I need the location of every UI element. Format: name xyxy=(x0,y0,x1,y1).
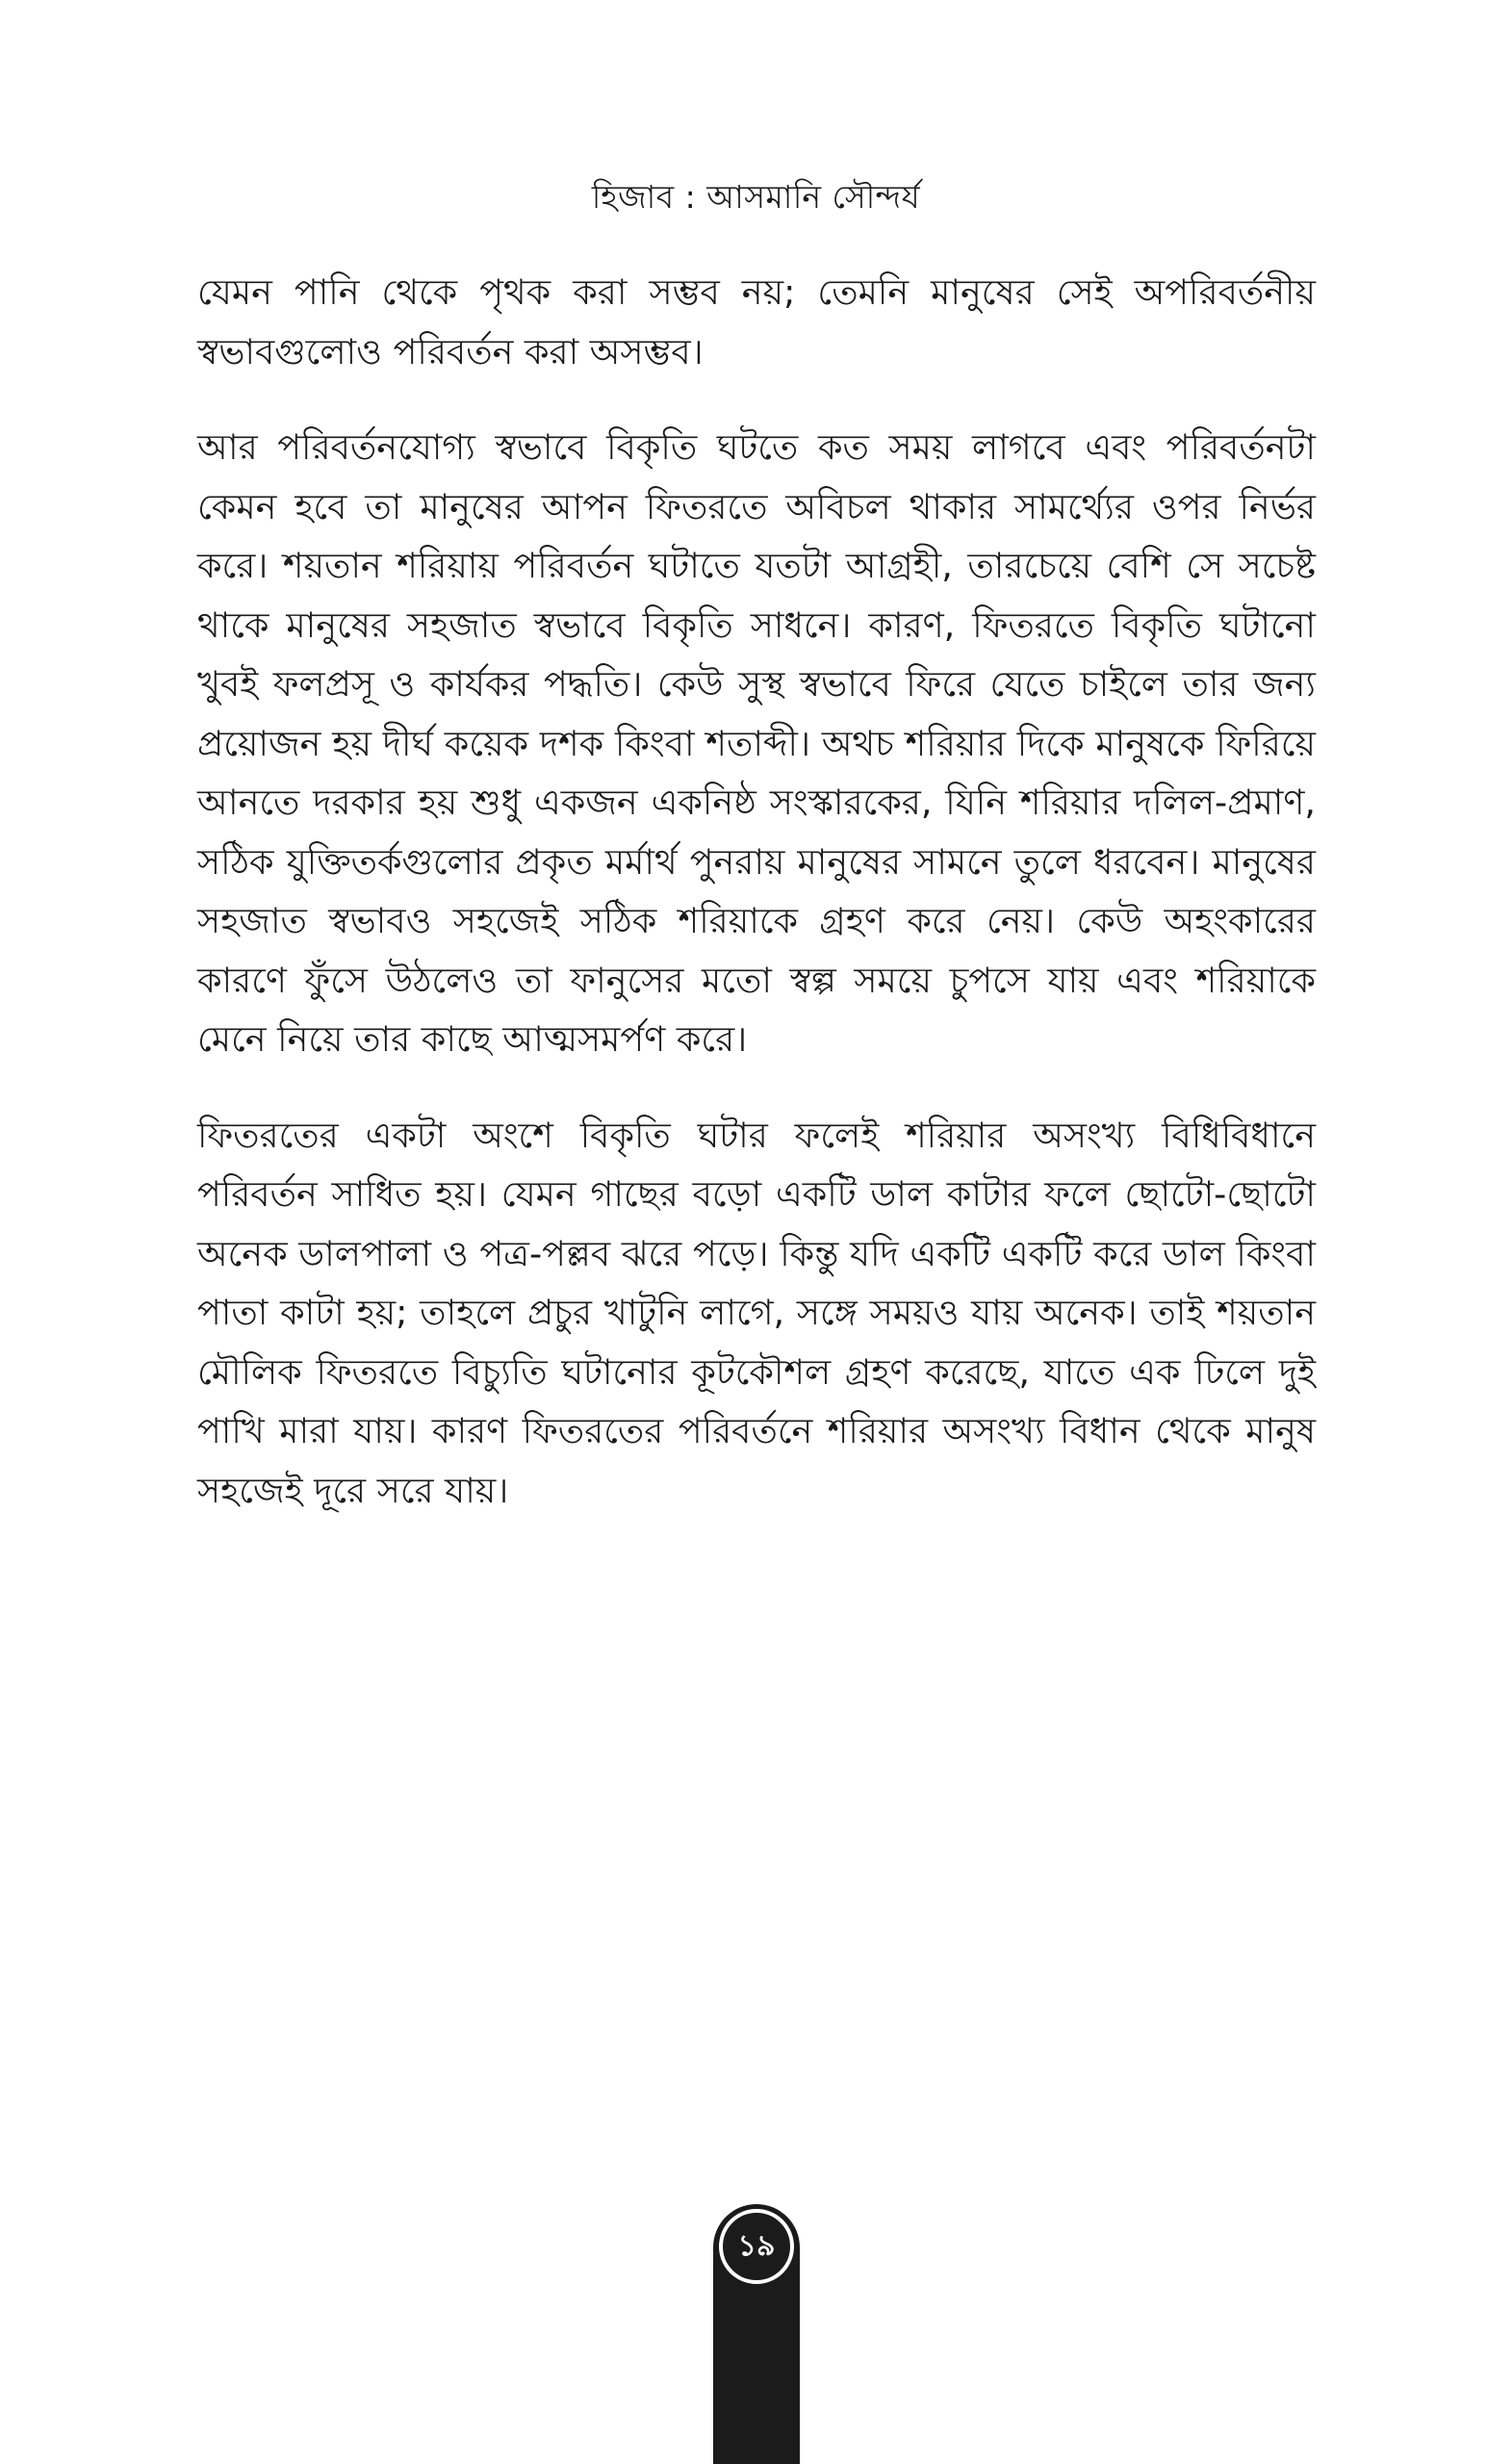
paragraph-3: ফিতরতের একটা অংশে বিকৃতি ঘটার ফলেই শরিয়ার অসংখ্য বিধিবিধানে পরিবর্তন সাধিত হয়। যেমন গাছের বড়ো একটি ডাল কাটার ফলে ছোটো-ছোটো অনেক ডালপালা ও পত্র-পল্লব ঝরে পড়ে। কিন্তু যদি একটি একটি করে ডাল কিংবা পাতা কাটা হয়; তাহলে প্রচুর খাটুনি লাগে, সঙ্গে সময়ও যায় অনেক। তাই শয়তান মৌলিক ফিতরতে বিচ্যুতি ঘটানোর কূটকৌশল গ্রহণ করেছে, যাতে এক ঢিলে দুই পাখি মারা যায়। কারণ ফিতরতের পরিবর্তনে শরিয়ার অসংখ্য বিধান থেকে মানুষ সহজেই দূরে সরে যায়। xyxy=(197,1114,1316,1511)
paragraph-1: যেমন পানি থেকে পৃথক করা সম্ভব নয়; তেমনি মানুষের সেই অপরিবর্তনীয় স্বভাবগুলোও পরিবর্তন করা অসম্ভব। xyxy=(197,271,1316,372)
page-body xyxy=(197,263,1316,1556)
paragraph-2: আর পরিবর্তনযোগ্য স্বভাবে বিকৃতি ঘটতে কত সময় লাগবে এবং পরিবর্তনটা কেমন হবে তা মানুষের আপন ফিতরতে অবিচল থাকার সামর্থ্যের ওপর নির্ভর করে। শয়তান শরিয়ায় পরিবর্তন ঘটাতে যতটা আগ্রহী, তারচেয়ে বেশি সে সচেষ্ট থাকে মানুষের সহজাত স্বভাবে বিকৃতি সাধনে। কারণ, ফিতরতে বিকৃতি ঘটানো খুবই ফলপ্রসূ ও কার্যকর পদ্ধতি। কেউ সুস্থ স্বভাবে ফিরে যেতে চাইলে তার জন্য প্রয়োজন হয় দীর্ঘ কয়েক দশক কিংবা শতাব্দী। অথচ শরিয়ার দিকে মানুষকে ফিরিয়ে আনতে দরকার হয় শুধু একজন একনিষ্ঠ সংস্কারকের, যিনি শরিয়ার দলিল-প্রমাণ, সঠিক যুক্তিতর্কগুলোর প্রকৃত মর্মার্থ পুনরায় মানুষের সামনে তুলে ধরবেন। মানুষের সহজাত স্বভাবও সহজেই সঠিক শরিয়াকে গ্রহণ করে নেয়। কেউ অহংকারের কারণে ফুঁসে উঠলেও তা ফানুসের মতো স্বল্প সময়ে চুপসে যায় এবং শরিয়াকে মেনে নিয়ে তার কাছে আত্মসমর্পণ করে। xyxy=(197,426,1316,1060)
running-title: হিজাব : আসমানি সৌন্দর্য xyxy=(591,178,921,216)
page-number: ১৯ xyxy=(719,2209,794,2284)
